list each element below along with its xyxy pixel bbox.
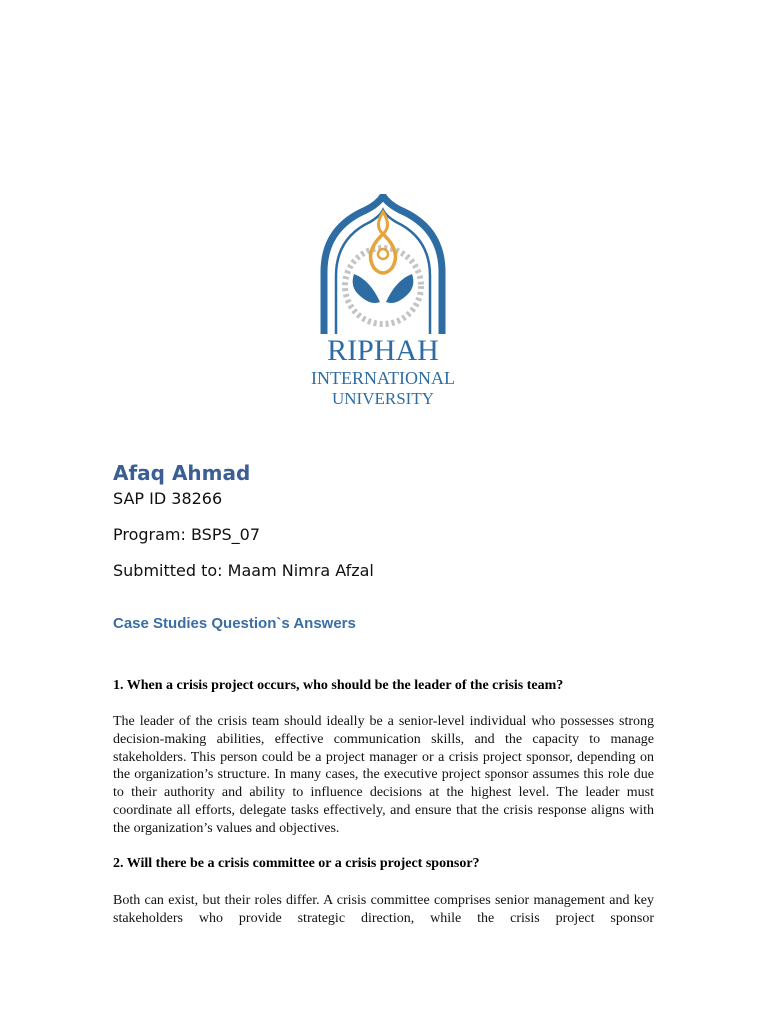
question-2: 2. Will there be a crisis committee or a crisis project sponsor? bbox=[113, 856, 480, 871]
university-logo bbox=[300, 194, 466, 410]
logo-lamp bbox=[379, 212, 388, 234]
sap-id: SAP ID 38266 bbox=[113, 489, 223, 508]
logo-hands bbox=[353, 274, 380, 303]
answer-2: Both can exist, but their roles differ. A crisis committee comprises senior management and key stakeholders who provide strategic direction, while the crisis project sponsor bbox=[113, 893, 654, 926]
question-1: 1. When a crisis project occurs, who should be the leader of the crisis team? bbox=[113, 678, 564, 693]
author-name: Afaq Ahmad bbox=[113, 461, 251, 485]
program: Program: BSPS_07 bbox=[113, 525, 260, 544]
logo-text-international: INTERNATIONAL bbox=[311, 368, 455, 388]
answer-1: The leader of the crisis team should ideally be a senior-level individual who possesses strong decision-making abilities, effective communication skills, and the capacity to manage stakeholders. This person could be a project manager or a crisis project sponsor, depending on the organization’s structure. In many cases, the executive project sponsor assumes this role due to their authority and ability to influence decisions at the highest level. The leader must coordinate all efforts, delegate tasks effectively, and ensure that the crisis response aligns with the organization’s values and objectives. bbox=[113, 714, 654, 836]
logo-text-university: UNIVERSITY bbox=[332, 389, 434, 408]
logo-arch bbox=[324, 196, 442, 334]
section-title: Case Studies Question`s Answers bbox=[113, 615, 356, 632]
logo-text-riphah: RIPHAH bbox=[327, 334, 439, 367]
submitted-to: Submitted to: Maam Nimra Afzal bbox=[113, 561, 374, 580]
